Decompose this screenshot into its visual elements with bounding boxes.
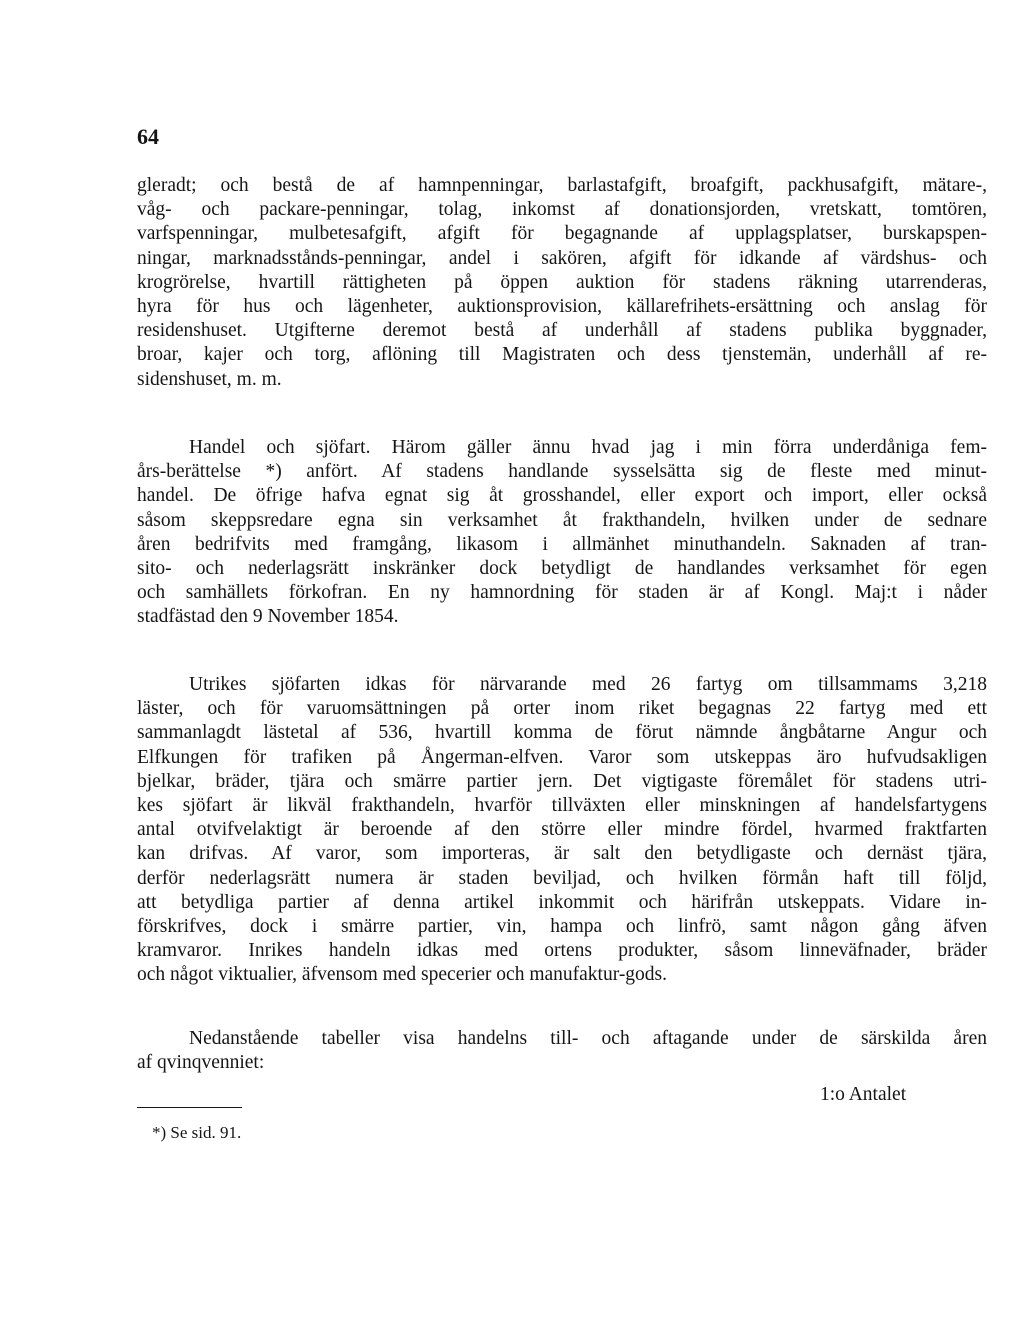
paragraph-harbour-revenues <box>137 174 987 392</box>
text-line: våg- och packare-penningar, tolag, inkomst af donationsjorden, vretskatt, tomtören, <box>137 199 987 221</box>
text-line: sito- och nederlagsrätt inskränker dock betydligt de handlandes verksamhet för egen <box>137 558 987 580</box>
text-line: års-berättelse *) anfört. Af stadens handlande sysselsätta sig de fleste med minut- <box>137 461 987 483</box>
text-line: och samhällets förkofran. En ny hamnordning för staden är af Kongl. Maj:t i nåder <box>137 582 987 604</box>
text-line: varfspenningar, mulbetesafgift, afgift för begagnande af upplagsplatser, burskapspen- <box>137 223 987 245</box>
text-line: kramvaror. Inrikes handeln idkas med ortens produkter, såsom linneväfnader, bräder <box>137 940 987 962</box>
paragraph-foreign-shipping <box>137 673 987 988</box>
text-line: och något viktualier, äfvensom med specerier och manufaktur-gods. <box>137 964 668 986</box>
text-line: gleradt; och bestå de af hamnpenningar, barlastafgift, broafgift, packhusafgift, mätare-, <box>137 175 987 196</box>
text-line: såsom skeppsredare egna sin verksamhet åt frakthandeln, hvilken under de sednare <box>137 509 987 531</box>
page-number: 64 <box>137 124 159 149</box>
text-line: läster, och för varuomsättningen på orter inom riket begagnas 22 fartyg med ett <box>137 698 987 720</box>
footnote-divider <box>137 1107 242 1108</box>
text-line: af qvinqvenniet: <box>137 1052 265 1074</box>
text-line: krogrörelse, hvartill rättigheten på öppen auktion för stadens räkning utarrenderas, <box>137 271 987 293</box>
text-line: derför nederlagsrätt numera är staden beviljad, och hvilken förmån haft till följd, <box>137 867 987 889</box>
footnote: *) Se sid. 91. <box>152 1123 242 1142</box>
text-line: åren bedrifvits med framgång, likasom i allmänhet minuthandeln. Saknaden af tran- <box>137 533 987 555</box>
text-line: bjelkar, bräder, tjära och smärre partier jern. Det vigtigaste föremålet för stadens utri- <box>137 770 987 792</box>
text-line: Handel och sjöfart. Härom gäller ännu hvad jag i min förra underdåniga fem- <box>189 437 987 458</box>
text-line: sammanlagdt lästetal af 536, hvartill komma de förut nämnde ångbåtarne Angur och <box>137 722 987 744</box>
text-line: antal otvifvelaktigt är beroende af den större eller mindre fördel, hvarmed fraktfarten <box>137 819 987 841</box>
text-line: broar, kajer och torg, aflöning till Magistraten och dess tjenstemän, underhåll af re- <box>137 344 987 366</box>
text-line: förskrifves, dock i smärre partier, vin, hampa och linfrö, samt någon gång äfven <box>137 916 987 938</box>
text-line: Nedanstående tabeller visa handelns till- och aftagande under de särskilda åren <box>189 1028 987 1049</box>
text-line: kan drifvas. Af varor, som importeras, är salt den betydligaste och dernäst tjära, <box>137 843 987 865</box>
catchword: 1:o Antalet <box>820 1084 907 1105</box>
text-line: hyra för hus och lägenheter, auktionsprovision, källarefrihets-ersättning och anslag för <box>137 296 987 318</box>
text-line: ningar, marknadsstånds-penningar, andel i sakören, afgift för idkande af värdshus- och <box>137 247 987 269</box>
text-line: stadfästad den 9 November 1854. <box>137 606 399 628</box>
text-line: kes sjöfart är likväl frakthandeln, hvarför tillväxten eller minskningen af handelsfartygens <box>137 795 987 817</box>
text-line: handel. De öfrige hafva egnat sig åt grosshandel, eller export och import, eller också <box>137 485 987 507</box>
text-line: Utrikes sjöfarten idkas för närvarande med 26 fartyg om tillsammams 3,218 <box>189 674 987 695</box>
text-line: att betydliga partier af denna artikel inkommit och härifrån utskeppats. Vidare in- <box>137 891 987 913</box>
text-line: residenshuset. Utgifterne deremot bestå af underhåll af stadens publika byggnader, <box>137 320 987 342</box>
paragraph-trade-and-shipping <box>137 436 987 630</box>
text-line: sidenshuset, m. m. <box>137 368 282 390</box>
paragraph-tables-intro <box>137 1027 987 1075</box>
text-line: Elfkungen för trafiken på Ångerman-elfven. Varor som utskeppas äro hufvudsakligen <box>137 746 987 768</box>
